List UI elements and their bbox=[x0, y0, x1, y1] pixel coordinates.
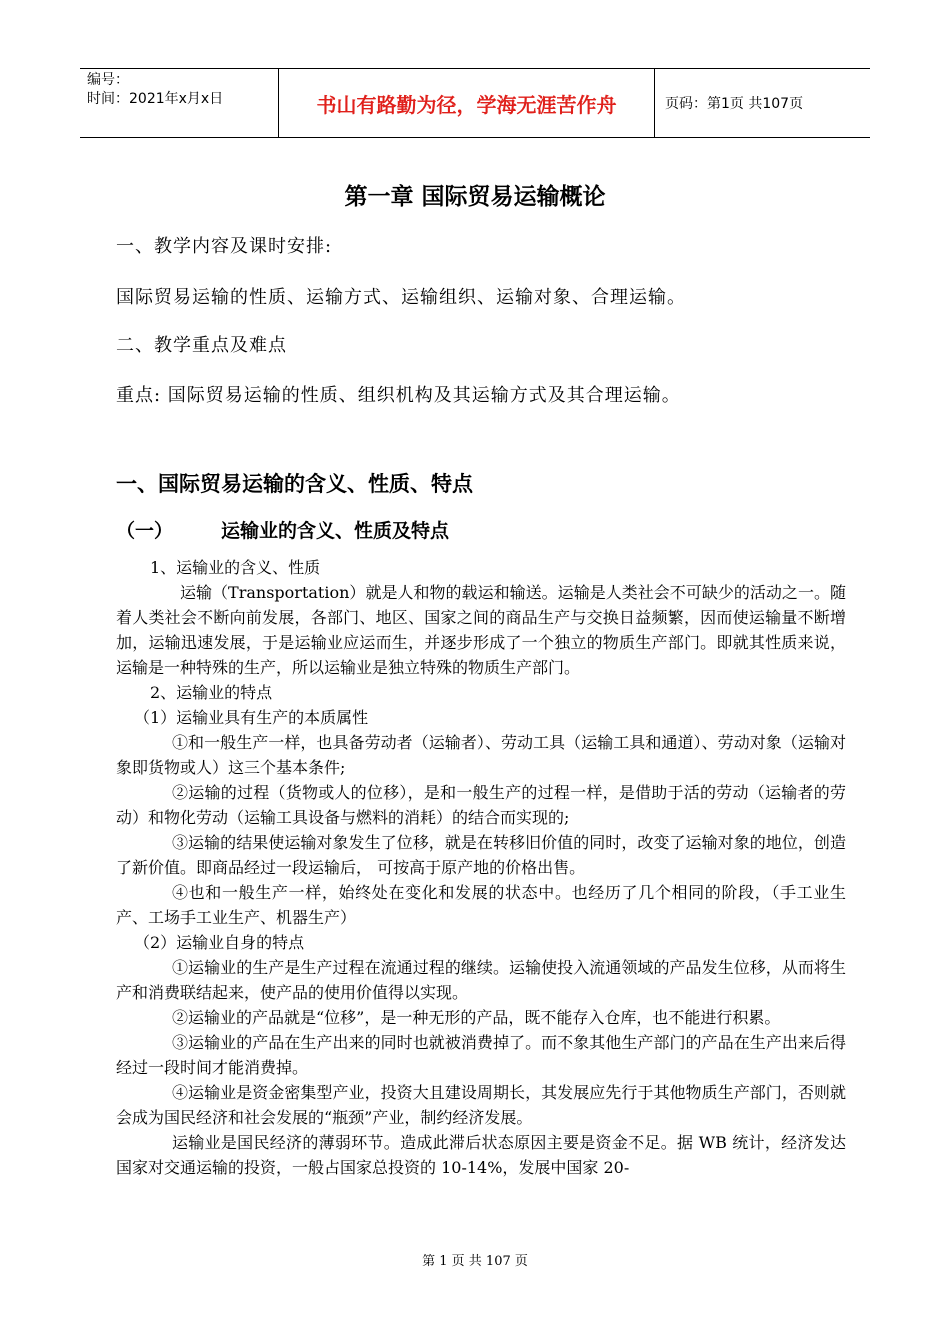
header-motto: 书山有路勤为径，学海无涯苦作舟 bbox=[278, 69, 655, 137]
body-text bbox=[116, 555, 846, 1180]
teaching-content-heading: 一、教学内容及课时安排: bbox=[116, 236, 333, 257]
body-paragraph: ④运输业是资金密集型产业，投资大且建设周期长，其发展应先行于其他物质生产部门，否则就会成为国民经济和社会发展的“瓶颈”产业，制约经济发展。 bbox=[116, 1083, 846, 1127]
teaching-key-text: 重点: 国际贸易运输的性质、组织机构及其运输方式及其合理运输。 bbox=[116, 385, 681, 406]
number-label: 编号： bbox=[87, 72, 129, 88]
section-heading: 一、国际贸易运输的含义、性质、特点 bbox=[116, 472, 473, 496]
teaching-content-text: 国际贸易运输的性质、运输方式、运输组织、运输对象、合理运输。 bbox=[116, 287, 686, 308]
teaching-key-heading: 二、教学重点及难点 bbox=[116, 335, 287, 356]
page-footer: 第 1 页 共 107 页 bbox=[422, 1254, 528, 1269]
date-label: 时间：2021年x月x日 bbox=[87, 91, 224, 107]
body-paragraph: 运输业是国民经济的薄弱环节。造成此滞后状态原因主要是资金不足。据 WB 统计，经济发达国家对交通运输的投资，一般占国家总投资的 10-14%，发展中国家 20- bbox=[116, 1133, 846, 1177]
body-paragraph: ②运输的过程（货物或人的位移），是和一般生产的过程一样，是借助于活的劳动（运输者的劳动）和物化劳动（运输工具设备与燃料的消耗）的结合而实现的; bbox=[116, 783, 846, 827]
body-paragraph: （1）运输业具有生产的本质属性 bbox=[134, 708, 369, 727]
subsection-number: （一） bbox=[116, 520, 174, 542]
body-paragraph: 2、运输业的特点 bbox=[150, 683, 273, 702]
body-paragraph: ②运输业的产品就是“位移”，是一种无形的产品，既不能存入仓库，也不能进行积累。 bbox=[172, 1008, 781, 1027]
body-paragraph: 运输（Transportation）就是人和物的载运和输送。运输是人类社会不可缺少的活动之一。随着人类社会不断向前发展，各部门、地区、国家之间的商品生产与交换日益频繁，因而使运输量不断增加，运输迅速发展，于是运输业应运而生，并逐步形成了一个独立的物质生产部门。即就其性质来说，运输是一种特殊的生产，所以运输业是独立特殊的物质生产部门。 bbox=[116, 583, 846, 677]
subsection-title: 运输业的含义、性质及特点 bbox=[221, 520, 450, 542]
document-header bbox=[80, 68, 870, 138]
subsection-heading bbox=[116, 516, 449, 543]
body-paragraph: （2）运输业自身的特点 bbox=[134, 933, 305, 952]
body-paragraph: ③运输业的产品在生产出来的同时也就被消费掉了。而不象其他生产部门的产品在生产出来后得经过一段时间才能消费掉。 bbox=[116, 1033, 846, 1077]
chapter-title: 第一章 国际贸易运输概论 bbox=[344, 184, 606, 210]
body-paragraph: ①和一般生产一样，也具备劳动者（运输者）、劳动工具（运输工具和通道）、劳动对象（运输对象即货物或人）这三个基本条件; bbox=[116, 733, 846, 777]
header-page-info: 页码：第1页 共107页 bbox=[665, 96, 804, 112]
body-paragraph: 1、运输业的含义、性质 bbox=[150, 558, 321, 577]
body-paragraph: ④也和一般生产一样，始终处在变化和发展的状态中。也经历了几个相同的阶段，（手工业生产、工场手工业生产、机器生产） bbox=[116, 883, 846, 927]
header-meta bbox=[80, 69, 278, 137]
body-paragraph: ①运输业的生产是生产过程在流通过程的继续。运输使投入流通领域的产品发生位移，从而将生产和消费联结起来，使产品的使用价值得以实现。 bbox=[116, 958, 846, 1002]
body-paragraph: ③运输的结果使运输对象发生了位移，就是在转移旧价值的同时，改变了运输对象的地位，创造了新价值。即商品经过一段运输后， 可按高于原产地的价格出售。 bbox=[116, 833, 846, 877]
